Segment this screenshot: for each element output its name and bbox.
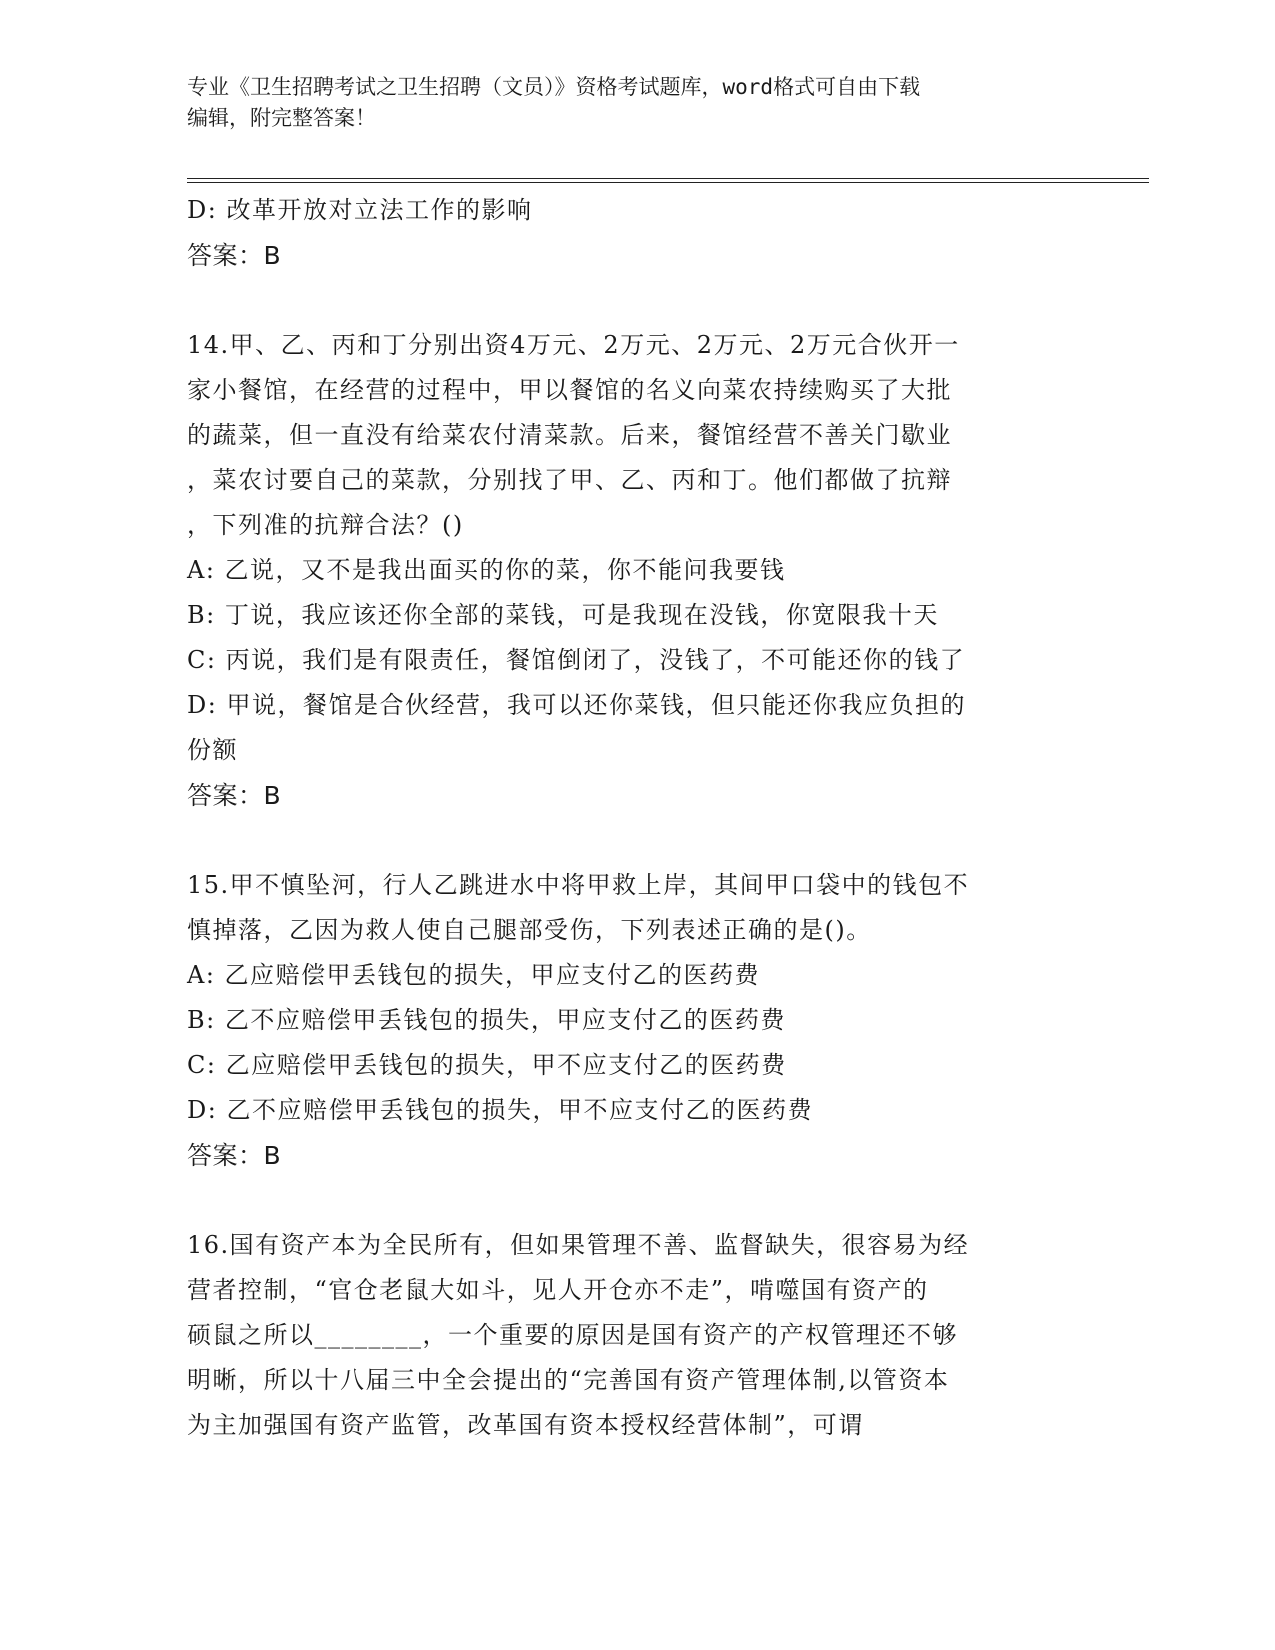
- spacer: [187, 278, 1087, 323]
- q16-stem-line: 为主加强国有资产监管，改革国有资本授权经营体制”，可谓: [187, 1411, 864, 1439]
- q16-stem-line: 16.国有资产本为全民所有，但如果管理不善、监督缺失，很容易为经: [187, 1231, 970, 1259]
- q15-option-a: A: 乙应赔偿甲丢钱包的损失，甲应支付乙的医药费: [187, 961, 761, 989]
- q14-option-b: B: 丁说，我应该还你全部的菜钱，可是我现在没钱，你宽限我十天: [187, 601, 939, 629]
- q15-option-b: B: 乙不应赔偿甲丢钱包的损失，甲应支付乙的医药费: [187, 1006, 786, 1034]
- q14-option-a: A: 乙说，又不是我出面买的你的菜，你不能问我要钱: [187, 556, 786, 584]
- spacer: [187, 1178, 1087, 1223]
- q14-stem-line: ，菜农讨要自己的菜款，分别找了甲、乙、丙和丁。他们都做了抗辩: [187, 466, 952, 494]
- q14-stem-line: 14.甲、乙、丙和丁分别出资4万元、2万元、2万元、2万元合伙开一: [187, 331, 960, 359]
- q14-stem-line: 家小餐馆，在经营的过程中，甲以餐馆的名义向菜农持续购买了大批: [187, 376, 952, 404]
- q14-option-c: C: 丙说，我们是有限责任，餐馆倒闭了，没钱了，不可能还你的钱了: [187, 646, 966, 674]
- spacer: [187, 818, 1087, 863]
- header-title-line-1: 专业《卫生招聘考试之卫生招聘（文员）》资格考试题库，word格式可自由下载: [187, 75, 921, 99]
- question-content: [187, 188, 1087, 1448]
- q14-answer: 答案：B: [187, 781, 282, 810]
- header-title-line-2: 编辑，附完整答案！: [187, 106, 376, 130]
- q15-option-c: C: 乙应赔偿甲丢钱包的损失，甲不应支付乙的医药费: [187, 1051, 787, 1079]
- q14-option-d-continued: 份额: [187, 736, 238, 764]
- q14-stem-line: ，下列准的抗辩合法？(): [187, 511, 464, 539]
- q16-stem-line: 明晰，所以十八届三中全会提出的“完善国有资产管理体制,以管资本: [187, 1366, 950, 1394]
- document-header: [187, 72, 1067, 134]
- header-divider-top: [187, 178, 1149, 179]
- q16-stem-line: 硕鼠之所以________，一个重要的原因是国有资产的产权管理还不够: [187, 1321, 958, 1349]
- q14-option-d: D: 甲说，餐馆是合伙经营，我可以还你菜钱，但只能还你我应负担的: [187, 691, 966, 719]
- question-16: [187, 1223, 1087, 1448]
- q15-stem-line: 慎掉落，乙因为救人使自己腿部受伤，下列表述正确的是()。: [187, 916, 872, 944]
- q14-stem-line: 的蔬菜，但一直没有给菜农付清菜款。后来，餐馆经营不善关门歇业: [187, 421, 952, 449]
- q16-stem-line: 营者控制，“官仓老鼠大如斗，见人开仓亦不走”，啃噬国有资产的: [187, 1276, 929, 1304]
- q15-stem-line: 15.甲不慎坠河，行人乙跳进水中将甲救上岸，其间甲口袋中的钱包不: [187, 871, 970, 899]
- question-14: [187, 323, 1087, 818]
- q13-answer: 答案：B: [187, 241, 282, 270]
- q15-answer: 答案：B: [187, 1141, 282, 1170]
- question-13-tail: [187, 188, 1087, 278]
- question-15: [187, 863, 1087, 1178]
- q15-option-d: D: 乙不应赔偿甲丢钱包的损失，甲不应支付乙的医药费: [187, 1096, 813, 1124]
- q13-option-d: D: 改革开放对立法工作的影响: [187, 196, 533, 224]
- header-divider-bottom: [187, 182, 1149, 183]
